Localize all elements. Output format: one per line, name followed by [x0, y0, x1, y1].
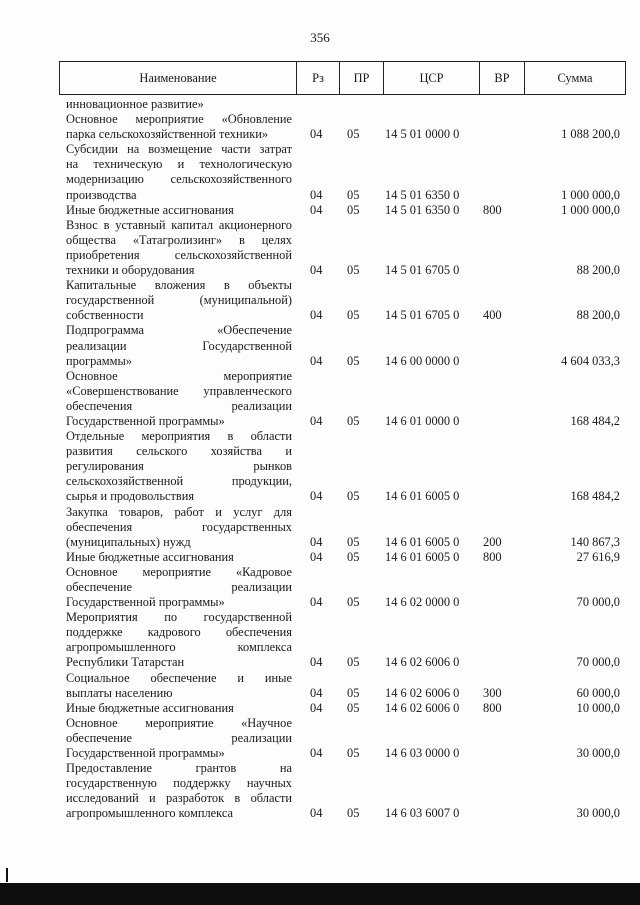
row-name-line: поддержке кадрового обеспечения [66, 625, 292, 640]
row-rz: 04 [310, 746, 323, 761]
row-name-line: агропромышленного комплекса [66, 806, 234, 821]
row-name-line: Государственной программы» [66, 595, 225, 610]
row-sum: 168 484,2 [570, 489, 620, 504]
row-csr: 14 5 01 6705 0 [385, 308, 460, 323]
row-pr: 05 [347, 263, 360, 278]
row-name-line: Закупка товаров, работ и услуг для [66, 504, 292, 519]
row-name-line: Иные бюджетные ассигнования [66, 202, 234, 217]
row-csr: 14 6 03 6007 0 [385, 806, 460, 821]
header-name: Наименование [60, 62, 297, 94]
row-name-line: Основное мероприятие [66, 368, 292, 383]
row-name-line: реализации Государственной [66, 338, 292, 353]
row-name [66, 323, 292, 368]
row-csr: 14 6 02 0000 0 [385, 595, 460, 610]
row-sum: 1 088 200,0 [561, 127, 620, 142]
row-name-line: Предоставление грантов на [66, 761, 292, 776]
row-name [66, 610, 292, 670]
row-name-line: обеспечение реализации [66, 580, 292, 594]
row-name-line: обеспечения реализации [66, 398, 292, 413]
row-name [66, 112, 292, 142]
row-pr: 05 [347, 806, 360, 821]
row-name-line: Капитальные вложения в объекты [66, 278, 292, 293]
row-sum: 88 200,0 [576, 263, 620, 278]
row-sum: 60 000,0 [576, 685, 620, 700]
row-rz: 04 [310, 685, 323, 700]
row-name-line: государственной (муниципальной) [66, 293, 292, 308]
row-name-line: агропромышленного комплекса [66, 640, 292, 655]
row-csr: 14 5 01 6350 0 [385, 187, 460, 202]
row-name-line: развития сельского хозяйства и [66, 444, 292, 459]
header-vr: ВР [480, 62, 525, 94]
table-row [66, 610, 620, 670]
row-csr: 14 5 01 6350 0 [385, 202, 460, 217]
table-row [66, 701, 620, 716]
row-sum: 140 867,3 [570, 534, 620, 549]
row-pr: 05 [347, 308, 360, 323]
row-name-line: регулирования рынков [66, 459, 292, 474]
row-rz: 04 [310, 187, 323, 202]
row-name-line: приобретения сельскохозяйственной [66, 247, 292, 262]
row-rz: 04 [310, 489, 323, 504]
row-sum: 10 000,0 [576, 700, 620, 715]
row-name-line: техники и оборудования [66, 263, 195, 278]
row-pr: 05 [347, 549, 360, 564]
row-pr: 05 [347, 187, 360, 202]
row-vr: 800 [483, 549, 502, 564]
row-sum: 88 200,0 [576, 308, 620, 323]
row-sum: 30 000,0 [576, 806, 620, 821]
row-sum: 30 000,0 [576, 746, 620, 761]
row-name-line: модернизацию сельскохозяйственного [66, 172, 292, 187]
row-name [66, 369, 292, 429]
scan-border [0, 883, 640, 905]
row-name-line: обеспечение реализации [66, 730, 292, 745]
table-row [66, 323, 620, 368]
row-rz: 04 [310, 127, 323, 142]
row-name-line: Мероприятия по государственной [66, 610, 292, 625]
row-name-line: Социальное обеспечение и иные [66, 670, 292, 685]
row-name-line: Подпрограмма «Обеспечение [66, 323, 292, 338]
row-sum: 70 000,0 [576, 655, 620, 670]
row-name-line: выплаты населению [66, 685, 173, 700]
row-name-line: Республики Татарстан [66, 655, 185, 670]
row-name-line: Основное мероприятие «Кадровое [66, 564, 292, 579]
row-sum: 4 604 033,3 [561, 353, 620, 368]
row-csr: 14 6 02 6006 0 [385, 655, 460, 670]
row-pr: 05 [347, 700, 360, 715]
row-rz: 04 [310, 413, 323, 428]
row-pr: 05 [347, 202, 360, 217]
row-vr: 400 [483, 308, 502, 323]
row-csr: 14 6 01 6005 0 [385, 549, 460, 564]
table-row [66, 761, 620, 821]
table-row [66, 565, 620, 610]
row-name-line: сельскохозяйственной продукции, [66, 474, 292, 489]
row-pr: 05 [347, 595, 360, 610]
row-name [66, 761, 292, 821]
row-name [66, 97, 292, 112]
row-rz: 04 [310, 806, 323, 821]
row-name-line: собственности [66, 308, 144, 323]
row-name [66, 716, 292, 761]
row-name-line: инновационное развитие» [66, 97, 204, 111]
row-name-line: исследований и разработок в области [66, 791, 292, 806]
row-rz: 04 [310, 700, 323, 715]
row-name-line: Иные бюджетные ассигнования [66, 549, 234, 564]
row-sum: 1 000 000,0 [561, 202, 620, 217]
scan-mark [6, 868, 14, 882]
row-pr: 05 [347, 534, 360, 549]
table-row [66, 142, 620, 202]
row-rz: 04 [310, 549, 323, 564]
row-name-line: парка сельскохозяйственной техники» [66, 127, 269, 142]
row-rz: 04 [310, 308, 323, 323]
row-name-line: программы» [66, 353, 133, 368]
row-name-line: на техническую и технологическую [66, 157, 292, 172]
table-body [66, 97, 620, 822]
row-name [66, 671, 292, 701]
row-sum: 168 484,2 [570, 413, 620, 428]
row-sum: 27 616,9 [576, 549, 620, 564]
row-name-line: Основное мероприятие «Обновление [66, 112, 292, 127]
row-name [66, 203, 292, 218]
row-csr: 14 6 01 6005 0 [385, 534, 460, 549]
row-name-line: производства [66, 187, 137, 202]
row-name-line: Государственной программы» [66, 413, 225, 428]
row-vr: 800 [483, 202, 502, 217]
row-pr: 05 [347, 413, 360, 428]
row-rz: 04 [310, 263, 323, 278]
row-rz: 04 [310, 353, 323, 368]
row-name-line: Государственной программы» [66, 746, 225, 761]
table-row [66, 203, 620, 218]
row-rz: 04 [310, 202, 323, 217]
row-name [66, 505, 292, 550]
row-name-line: Отдельные мероприятия в области [66, 429, 292, 444]
row-name [66, 701, 292, 716]
row-name-line: Иные бюджетные ассигнования [66, 700, 234, 715]
row-vr: 800 [483, 700, 502, 715]
row-name-line: государственную поддержку научных [66, 776, 292, 791]
row-pr: 05 [347, 353, 360, 368]
table-row [66, 97, 620, 112]
page-number: 356 [310, 30, 330, 45]
row-name-line: Основное мероприятие «Научное [66, 715, 292, 730]
row-name-line: общества «Татагролизинг» в целях [66, 232, 292, 247]
row-pr: 05 [347, 685, 360, 700]
row-name [66, 550, 292, 565]
row-name [66, 218, 292, 278]
row-csr: 14 6 01 0000 0 [385, 413, 460, 428]
table-row [66, 505, 620, 550]
row-csr: 14 6 02 6006 0 [385, 685, 460, 700]
table-row [66, 550, 620, 565]
row-name-line: сырья и продовольствия [66, 489, 195, 504]
row-sum: 70 000,0 [576, 595, 620, 610]
row-name-line: «Совершенствование управленческого [66, 383, 292, 398]
row-name-line: обеспечения государственных [66, 519, 292, 534]
table-row [66, 671, 620, 701]
table-row [66, 369, 620, 429]
row-pr: 05 [347, 489, 360, 504]
row-csr: 14 5 01 0000 0 [385, 127, 460, 142]
row-sum: 1 000 000,0 [561, 187, 620, 202]
table-row [66, 278, 620, 323]
row-name [66, 142, 292, 202]
row-pr: 05 [347, 655, 360, 670]
header-rz: Рз [297, 62, 340, 94]
row-csr: 14 5 01 6705 0 [385, 263, 460, 278]
header-sum: Сумма [557, 70, 593, 85]
row-pr: 05 [347, 746, 360, 761]
header-csr: ЦСР [384, 62, 480, 94]
row-name [66, 278, 292, 323]
header-pr: ПР [340, 62, 384, 94]
row-csr: 14 6 03 0000 0 [385, 746, 460, 761]
row-vr: 200 [483, 534, 502, 549]
table-row [66, 716, 620, 761]
table-row [66, 218, 620, 278]
row-csr: 14 6 02 6006 0 [385, 700, 460, 715]
row-csr: 14 6 01 6005 0 [385, 489, 460, 504]
table-header [59, 61, 626, 95]
table-row [66, 429, 620, 504]
row-name-line: Взнос в уставный капитал акционерного [66, 217, 292, 232]
row-name [66, 429, 292, 504]
row-rz: 04 [310, 655, 323, 670]
row-pr: 05 [347, 127, 360, 142]
row-rz: 04 [310, 595, 323, 610]
row-name-line: Субсидии на возмещение части затрат [66, 142, 292, 157]
row-name-line: (муниципальных) нужд [66, 534, 191, 549]
row-vr: 300 [483, 685, 502, 700]
row-rz: 04 [310, 534, 323, 549]
row-name [66, 565, 292, 610]
row-csr: 14 6 00 0000 0 [385, 353, 460, 368]
table-row [66, 112, 620, 142]
